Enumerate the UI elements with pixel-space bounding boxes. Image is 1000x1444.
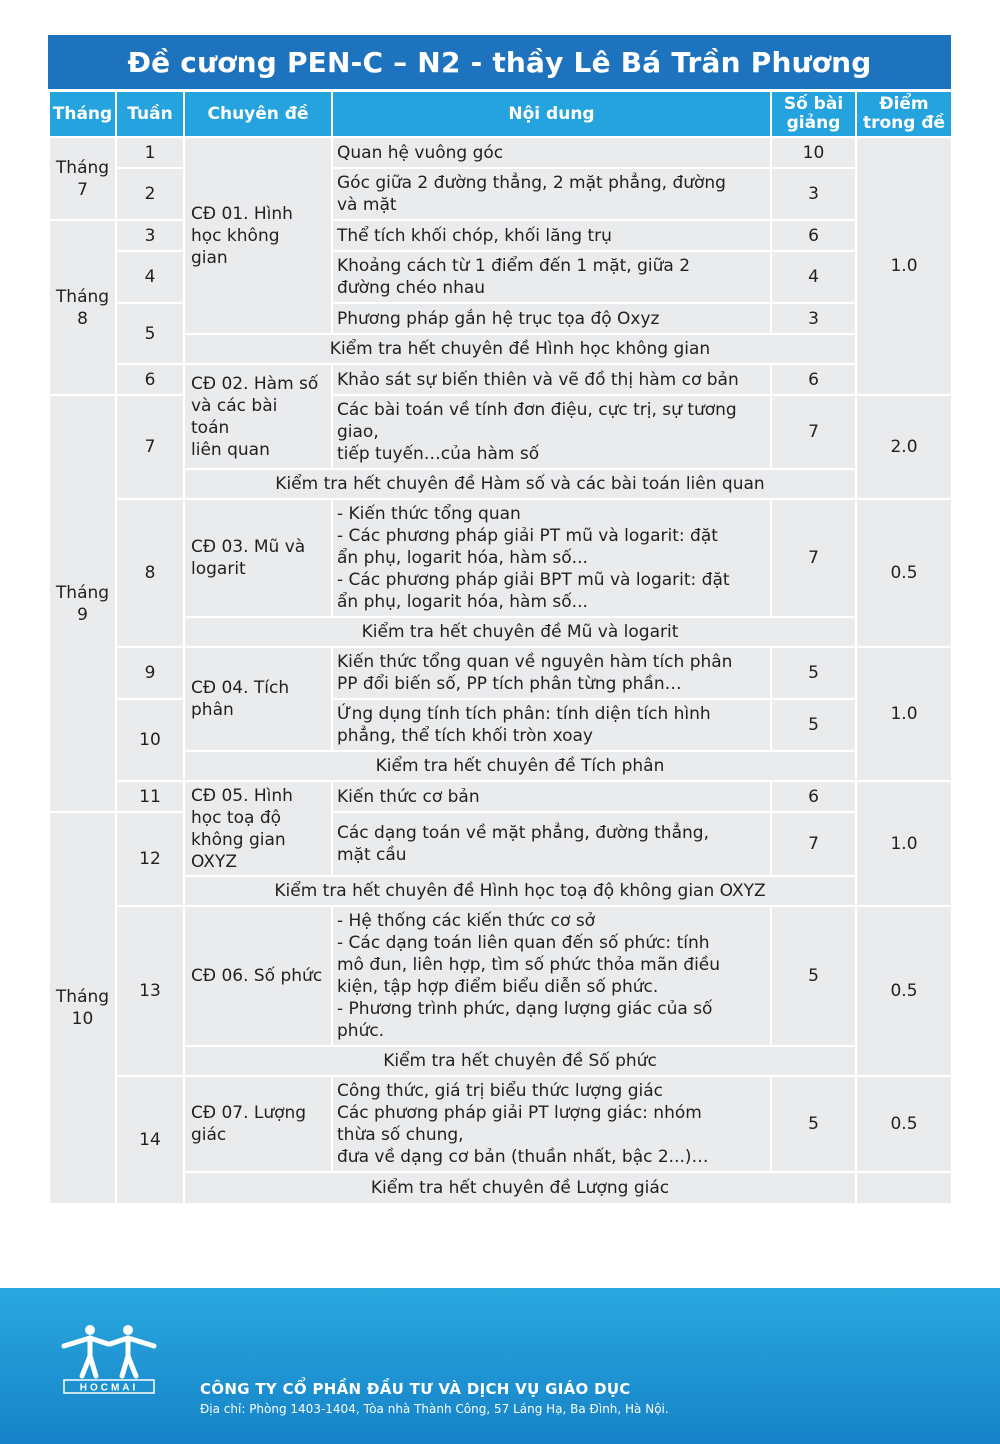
footer bbox=[0, 1288, 1000, 1444]
table-row bbox=[49, 781, 952, 812]
test-cell: Kiểm tra hết chuyên đề Hình học không gian bbox=[184, 334, 856, 364]
test-row bbox=[49, 1172, 952, 1204]
week-cell: 6 bbox=[116, 364, 184, 395]
points-cell: 2.0 bbox=[856, 395, 952, 499]
points-cell: 1.0 bbox=[856, 137, 952, 395]
topic-cell: CĐ 01. Hình học không gian bbox=[184, 137, 332, 334]
content-cell: Quan hệ vuông góc bbox=[332, 137, 771, 168]
test-cell: Kiểm tra hết chuyên đề Số phức bbox=[184, 1046, 856, 1076]
lessons-cell: 5 bbox=[771, 1076, 856, 1172]
content-cell: Thể tích khối chóp, khối lăng trụ bbox=[332, 220, 771, 251]
test-cell: Kiểm tra hết chuyên đề Hình học toạ độ không gian OXYZ bbox=[184, 876, 856, 906]
points-cell: 1.0 bbox=[856, 781, 952, 906]
header-content: Nội dung bbox=[332, 91, 771, 137]
lessons-cell: 7 bbox=[771, 812, 856, 876]
content-cell: Phương pháp gắn hệ trục tọa độ Oxyz bbox=[332, 303, 771, 334]
test-cell: Kiểm tra hết chuyên đề Lượng giác bbox=[184, 1172, 856, 1204]
page-title: Đề cương PEN-C – N2 - thầy Lê Bá Trần Phương bbox=[48, 35, 951, 89]
topic-cell: CĐ 04. Tích phân bbox=[184, 647, 332, 751]
content-cell: Các bài toán về tính đơn điệu, cực trị, sự tương giao, tiếp tuyến…của hàm số bbox=[332, 395, 771, 469]
points-cell: 0.5 bbox=[856, 906, 952, 1076]
week-cell: 10 bbox=[116, 699, 184, 781]
lessons-cell: 3 bbox=[771, 303, 856, 334]
lessons-cell: 5 bbox=[771, 647, 856, 699]
header-topic: Chuyên đề bbox=[184, 91, 332, 137]
points-cell: 1.0 bbox=[856, 647, 952, 781]
lessons-cell: 3 bbox=[771, 168, 856, 220]
table-row bbox=[49, 499, 952, 617]
topic-cell: CĐ 07. Lượng giác bbox=[184, 1076, 332, 1172]
lessons-cell: 6 bbox=[771, 220, 856, 251]
week-cell: 14 bbox=[116, 1076, 184, 1204]
table-row bbox=[49, 906, 952, 1046]
logo-text: HOCMAI bbox=[79, 1382, 139, 1394]
test-row bbox=[49, 751, 952, 781]
test-cell: Kiểm tra hết chuyên đề Hàm số và các bài toán liên quan bbox=[184, 469, 856, 499]
month-cell: Tháng 9 bbox=[49, 395, 116, 812]
week-cell: 5 bbox=[116, 303, 184, 364]
table-row bbox=[49, 647, 952, 699]
table-row bbox=[49, 137, 952, 168]
week-cell: 7 bbox=[116, 395, 184, 499]
week-cell: 2 bbox=[116, 168, 184, 220]
week-cell: 11 bbox=[116, 781, 184, 812]
content-cell: Các dạng toán về mặt phẳng, đường thẳng, mặt cầu bbox=[332, 812, 771, 876]
month-cell: Tháng 10 bbox=[49, 812, 116, 1204]
lessons-cell: 6 bbox=[771, 364, 856, 395]
company-address: Địa chỉ: Phòng 1403-1404, Tòa nhà Thành Công, 57 Láng Hạ, Ba Đình, Hà Nội. bbox=[200, 1402, 669, 1416]
lessons-cell: 10 bbox=[771, 137, 856, 168]
week-cell: 1 bbox=[116, 137, 184, 168]
table-header-row bbox=[49, 91, 952, 137]
test-row bbox=[49, 1046, 952, 1076]
company-name: CÔNG TY CỔ PHẦN ĐẦU TƯ VÀ DỊCH VỤ GIÁO DỤC bbox=[200, 1380, 631, 1398]
month-cell: Tháng 8 bbox=[49, 220, 116, 395]
lessons-cell: 7 bbox=[771, 499, 856, 617]
lessons-cell: 5 bbox=[771, 906, 856, 1046]
table-row bbox=[49, 1076, 952, 1172]
content-cell: Kiến thức tổng quan về nguyên hàm tích phân PP đổi biến số, PP tích phân từng phần… bbox=[332, 647, 771, 699]
week-cell: 13 bbox=[116, 906, 184, 1076]
week-cell: 3 bbox=[116, 220, 184, 251]
test-row bbox=[49, 617, 952, 647]
topic-cell: CĐ 02. Hàm số và các bài toán liên quan bbox=[184, 364, 332, 469]
empty-cell bbox=[856, 1172, 952, 1204]
content-cell: Công thức, giá trị biểu thức lượng giác Các phương pháp giải PT lượng giác: nhóm thừa số chung, đưa về dạng cơ bản (thuần nhất, bậc 2...)… bbox=[332, 1076, 771, 1172]
points-cell: 0.5 bbox=[856, 499, 952, 647]
test-cell: Kiểm tra hết chuyên đề Mũ và logarit bbox=[184, 617, 856, 647]
week-cell: 9 bbox=[116, 647, 184, 699]
lessons-cell: 4 bbox=[771, 251, 856, 303]
week-cell: 4 bbox=[116, 251, 184, 303]
hocmai-logo bbox=[60, 1324, 158, 1394]
lessons-cell: 5 bbox=[771, 699, 856, 751]
header-week: Tuần bbox=[116, 91, 184, 137]
syllabus-table bbox=[48, 90, 953, 1205]
header-points: Điểm trong đề bbox=[856, 91, 952, 137]
header-month: Tháng bbox=[49, 91, 116, 137]
lessons-cell: 7 bbox=[771, 395, 856, 469]
test-cell: Kiểm tra hết chuyên đề Tích phân bbox=[184, 751, 856, 781]
content-cell: Khảo sát sự biến thiên và vẽ đồ thị hàm cơ bản bbox=[332, 364, 771, 395]
topic-cell: CĐ 03. Mũ và logarit bbox=[184, 499, 332, 617]
test-row bbox=[49, 469, 952, 499]
table-row bbox=[49, 364, 952, 395]
content-cell: Ứng dụng tính tích phân: tính diện tích hình phẳng, thể tích khối tròn xoay bbox=[332, 699, 771, 751]
content-cell: Khoảng cách từ 1 điểm đến 1 mặt, giữa 2 đường chéo nhau bbox=[332, 251, 771, 303]
points-cell: 0.5 bbox=[856, 1076, 952, 1172]
header-lessons: Số bài giảng bbox=[771, 91, 856, 137]
test-row bbox=[49, 876, 952, 906]
content-cell: Kiến thức cơ bản bbox=[332, 781, 771, 812]
week-cell: 12 bbox=[116, 812, 184, 906]
content-cell: Góc giữa 2 đường thẳng, 2 mặt phẳng, đường và mặt bbox=[332, 168, 771, 220]
test-row bbox=[49, 334, 952, 364]
week-cell: 8 bbox=[116, 499, 184, 647]
topic-cell: CĐ 06. Số phức bbox=[184, 906, 332, 1046]
lessons-cell: 6 bbox=[771, 781, 856, 812]
month-cell: Tháng 7 bbox=[49, 137, 116, 220]
content-cell: - Kiến thức tổng quan - Các phương pháp giải PT mũ và logarit: đặt ẩn phụ, logarit hóa, hàm số... - Các phương pháp giải BPT mũ và logarit: đặt ẩn phụ, logarit hóa, hàm số... bbox=[332, 499, 771, 617]
topic-cell: CĐ 05. Hình học toạ độ không gian OXYZ bbox=[184, 781, 332, 876]
content-cell: - Hệ thống các kiến thức cơ sở - Các dạng toán liên quan đến số phức: tính mô đun, liên hợp, tìm số phức thỏa mãn điều kiện, tập hợp điểm biểu diễn số phức. - Phương trình phức, dạng lượng giác của số phức. bbox=[332, 906, 771, 1046]
